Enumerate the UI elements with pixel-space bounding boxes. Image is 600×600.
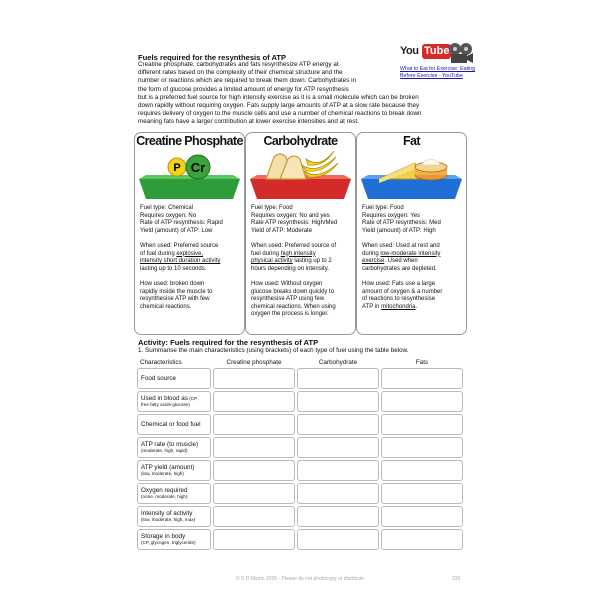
answer-cell[interactable] (381, 529, 463, 550)
answer-cell[interactable] (381, 506, 463, 527)
card-body: Fuel type: Food Requires oxygen: Yes Rate of ATP resynthesis: Med Yield (amount) of ATP: High When used: Used at rest and during low-moderate intensity exercise. Used when carbohydrates are depleted. How used: Fats use a large amount of oxygen & a number of reactions to resynthesise ATP in mitochondria. (362, 205, 443, 310)
answer-cell[interactable] (297, 460, 379, 481)
table-row (137, 483, 463, 504)
answer-cell[interactable] (297, 529, 379, 550)
answer-cell[interactable] (381, 414, 463, 435)
table-row (137, 529, 463, 550)
card-fat (356, 132, 467, 335)
answer-cell[interactable] (213, 368, 295, 389)
badge-cr: Cr (190, 160, 206, 175)
table-row (137, 368, 463, 389)
card-body: Fuel type: Chemical Requires oxygen: No Rate of ATP resynthesis: Rapid Yield (amount) of ATP: Low When used: Preferred source of fuel during explosive, intensity short duration activity lasting up to 10 seconds. How used: broken down rapidly inside the muscle to resynthesise ATP with few chemical reactions. (140, 205, 223, 310)
answer-cell[interactable] (213, 529, 295, 550)
row-label: Food source (137, 368, 211, 389)
header-fats: Fats (415, 359, 429, 366)
answer-cell[interactable] (297, 391, 379, 412)
row-label: Intensity of activity (low, moderate, high, max) (137, 506, 211, 527)
answer-cell[interactable] (297, 414, 379, 435)
table-row (137, 460, 463, 481)
answer-cell[interactable] (213, 391, 295, 412)
video-link-box[interactable] (398, 42, 478, 98)
intro-paragraph: Creatine phosphate, carbohydrates and fats resynthesize ATP energy at different rates based on the complexity of their chemical structure and the number or reactions which are required to break them down. Carbohydrates in the form of glucose provides a limited amount of energy for ATP resynthesis but is a preferred fuel source for high intensity exercise as it is a small molecule which can be broken down rapidly without requiring oxygen. Fats supply large amounts of ATP at a slow rate because they requires delivery of oxygen to the muscle cells and use a number of chemical reactions to break down meaning fats have a larger contribution at lower exercise intensities and at rest. (138, 61, 422, 126)
row-label: Oxygen required (none, moderate, high) (137, 483, 211, 504)
card-creatine-phosphate (134, 132, 245, 335)
answer-cell[interactable] (213, 414, 295, 435)
page-number: 229 (452, 576, 461, 582)
card-title: Carbohydrate (263, 134, 338, 148)
answer-cell[interactable] (381, 437, 463, 458)
table-row (137, 437, 463, 458)
activity-table (135, 357, 465, 552)
bread-banana-icon (246, 149, 355, 201)
answer-cell[interactable] (213, 460, 295, 481)
badge-p: P (173, 162, 181, 174)
card-carbohydrate (245, 132, 356, 335)
header-characteristics: Characteristics (140, 359, 182, 366)
answer-cell[interactable] (297, 483, 379, 504)
activity-instruction: 1. Summarise the main characteristics (using brackets) of each type of fuel using the table below. (138, 347, 409, 354)
answer-cell[interactable] (381, 391, 463, 412)
table-row (137, 506, 463, 527)
header-creatine-phosphate: Creatine phosphate (226, 359, 282, 366)
answer-cell[interactable] (381, 368, 463, 389)
answer-cell[interactable] (297, 437, 379, 458)
card-body: Fuel type: Food Requires oxygen: No and yes Rate ATP resynthesis: High/Med Yield of ATP: Moderate When used: Preferred source of fuel during high intensity physical activity lasting up to 2 hours depending on intensity. How used: Without oxygen glucose breaks down quickly to resynthesise ATP using few chemical reactions. When using oxygen the process is longer. (251, 205, 338, 318)
answer-cell[interactable] (213, 506, 295, 527)
intro-title: Fuels required for the resynthesis of ATP (138, 53, 287, 62)
answer-cell[interactable] (381, 483, 463, 504)
answer-cell[interactable] (381, 460, 463, 481)
activity-title: Activity: Fuels required for the resynthesis of ATP (138, 338, 319, 347)
row-label: ATP yield (amount) (low, moderate, high) (137, 460, 211, 481)
row-label: Storage in body (CP, glycogen, triglyceride) (137, 529, 211, 550)
row-label: ATP rate (to muscle) (moderate, high, rapid) (137, 437, 211, 458)
card-title: Fat (403, 134, 420, 148)
row-label: Chemical or food fuel (137, 414, 211, 435)
creatine-phosphate-icon (135, 149, 244, 201)
table-row (137, 414, 463, 435)
youtube-logo: You Tube (400, 45, 450, 57)
film-reel-icon (448, 42, 474, 64)
answer-cell[interactable] (297, 368, 379, 389)
copyright-footer: © S D Martin 2026 - Please do not photocopy or distribute (235, 576, 365, 582)
row-label: Used in blood as (CP, free fatty acids-glucose) (137, 391, 211, 412)
table-row (137, 391, 463, 412)
video-link[interactable]: What to Eat for Exercise: Eating Before Exercise - YouTube (400, 66, 476, 79)
header-carbohydrate: Carbohydrate (318, 359, 358, 366)
cheese-pie-icon (357, 149, 466, 201)
answer-cell[interactable] (213, 483, 295, 504)
answer-cell[interactable] (297, 506, 379, 527)
card-title: Creatine Phosphate (136, 134, 243, 148)
answer-cell[interactable] (213, 437, 295, 458)
